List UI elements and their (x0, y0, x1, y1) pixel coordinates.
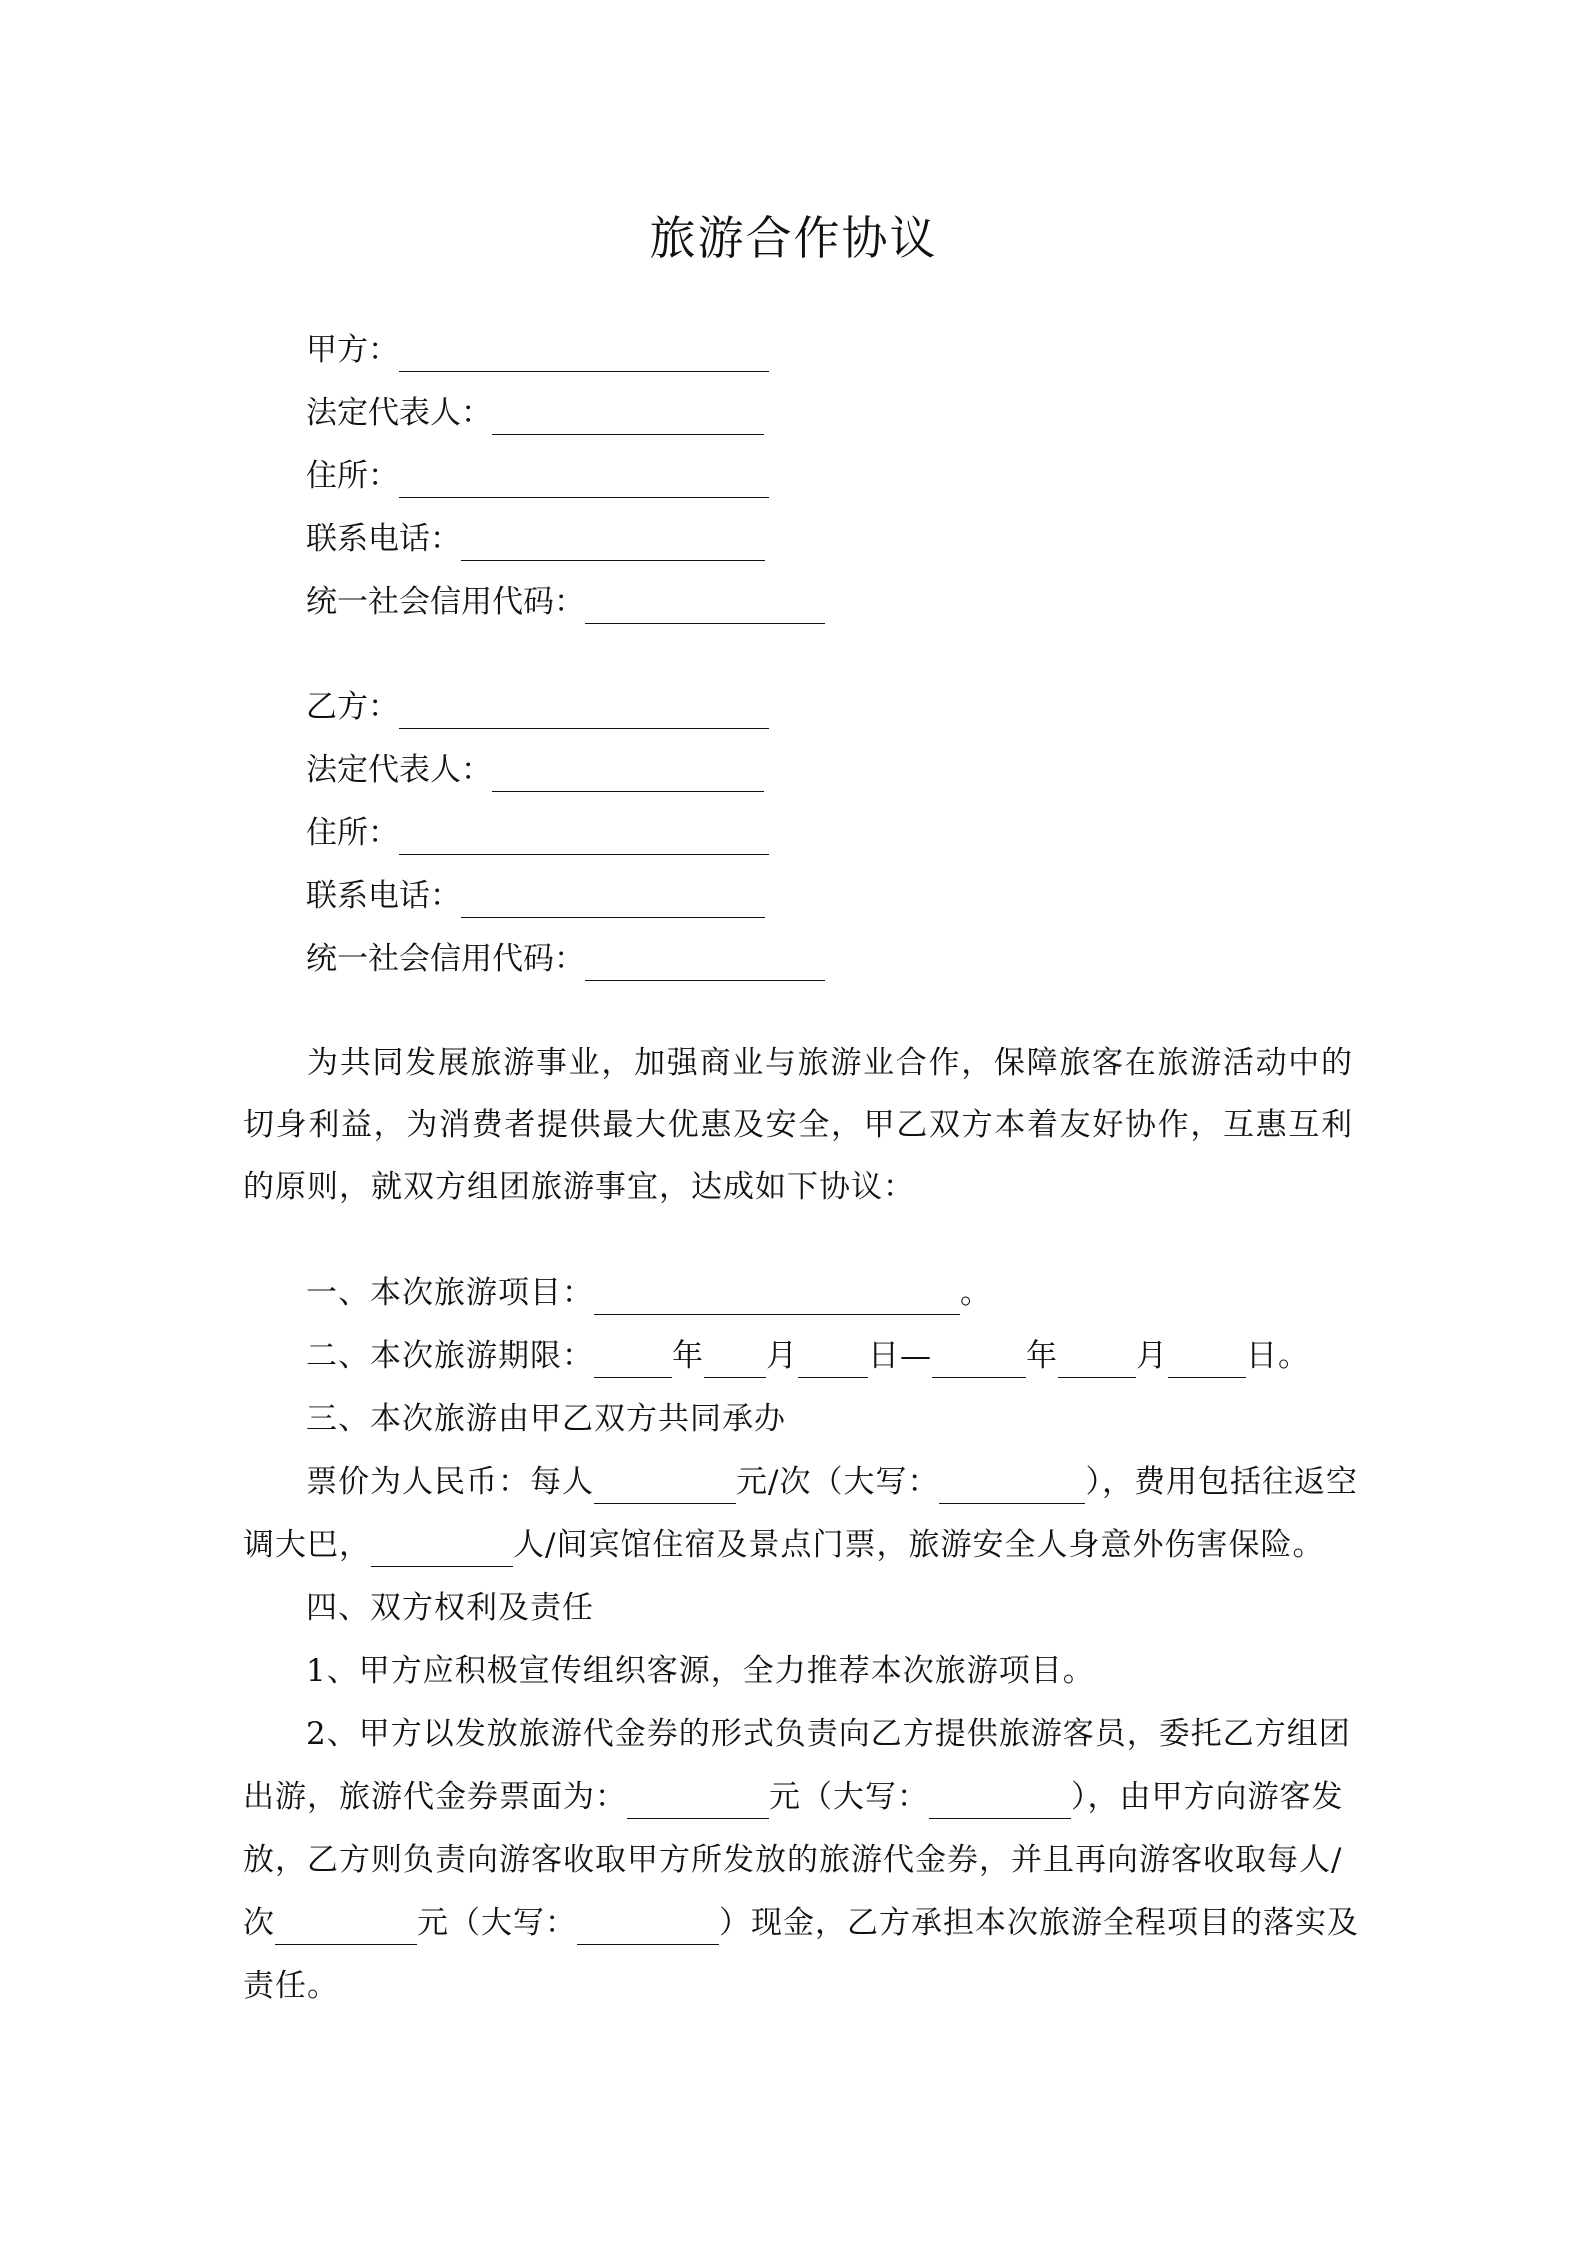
party-a-rep-row (306, 391, 764, 435)
price-text-c: ），费用包括往返空 (1085, 1464, 1358, 1500)
price-line-1 (306, 1460, 1358, 1504)
clause-2-line-2 (243, 1775, 1344, 1819)
price-text-a: 票价为人民币：每人 (306, 1464, 594, 1500)
item-1-label: 一、本次旅游项目： (306, 1275, 594, 1311)
clause-2-line-1: 2、甲方以发放旅游代金券的形式负责向乙方提供旅游客员，委托乙方组团 (306, 1716, 1351, 1752)
party-b-code-blank[interactable] (585, 946, 825, 981)
party-a-addr-label: 住所： (306, 458, 399, 494)
party-b-code-row (306, 937, 825, 981)
clause-2-text-a: 出游，旅游代金券票面为： (243, 1779, 627, 1815)
party-a-phone-blank[interactable] (461, 526, 765, 561)
document-title: 旅游合作协议 (649, 211, 938, 265)
cash-uppercase-blank[interactable] (577, 1910, 719, 1945)
party-a-name-label: 甲方： (306, 332, 399, 368)
party-a-code-row (306, 580, 825, 624)
item-1-end: 。 (960, 1275, 992, 1311)
clause-1: 1、甲方应积极宣传组织客源，全力推荐本次旅游项目。 (306, 1653, 1095, 1689)
room-count-blank[interactable] (371, 1532, 513, 1567)
party-b-phone-row (306, 874, 765, 918)
party-b-phone-blank[interactable] (461, 883, 765, 918)
party-b-name-label: 乙方： (306, 689, 399, 725)
intro-paragraph: 为共同发展旅游事业，加强商业与旅游业合作，保障旅客在旅游活动中的切身利益，为消费者提供最大优惠及安全，甲乙双方本着友好协作，互惠互利的原则，就双方组团旅游事宜，达成如下协议： (243, 1045, 1353, 1205)
party-b-rep-label: 法定代表人： (306, 752, 492, 788)
party-b-name-row (306, 685, 769, 729)
party-b-code-label: 统一社会信用代码： (306, 941, 585, 977)
clause-2-line-3: 放，乙方则负责向游客收取甲方所发放的旅游代金券，并且再向游客收取每人/ (243, 1842, 1343, 1878)
start-day-blank[interactable] (798, 1343, 868, 1378)
clause-2-line-5: 责任。 (243, 1968, 339, 2004)
month-label: 月 (766, 1338, 798, 1374)
party-b-rep-row (306, 748, 764, 792)
party-a-addr-row (306, 454, 769, 498)
day-label: 日 (868, 1338, 900, 1374)
end-month-blank[interactable] (1058, 1343, 1136, 1378)
project-blank[interactable] (594, 1280, 960, 1315)
party-a-phone-row (306, 517, 765, 561)
party-a-code-blank[interactable] (585, 589, 825, 624)
party-a-code-label: 统一社会信用代码： (306, 584, 585, 620)
party-a-addr-blank[interactable] (399, 463, 769, 498)
party-a-rep-label: 法定代表人： (306, 395, 492, 431)
item-3: 三、本次旅游由甲乙双方共同承办 (306, 1401, 786, 1437)
voucher-value-blank[interactable] (627, 1784, 769, 1819)
clause-2-line-4 (243, 1901, 1359, 1945)
cash-amount-blank[interactable] (275, 1910, 417, 1945)
month-label: 月 (1136, 1338, 1168, 1374)
end-day-blank[interactable] (1168, 1343, 1246, 1378)
clause-2-text-b: 元（大写： (769, 1779, 929, 1815)
year-label: 年 (672, 1338, 704, 1374)
start-year-blank[interactable] (594, 1343, 672, 1378)
voucher-uppercase-blank[interactable] (929, 1784, 1071, 1819)
item-2 (306, 1334, 1310, 1378)
start-month-blank[interactable] (704, 1343, 766, 1378)
party-b-phone-label: 联系电话： (306, 878, 461, 914)
party-b-rep-blank[interactable] (492, 757, 764, 792)
clause-2-text-c: ），由甲方向游客发 (1071, 1779, 1344, 1815)
dash: — (900, 1338, 932, 1374)
end-year-blank[interactable] (932, 1343, 1026, 1378)
price-uppercase-blank[interactable] (939, 1469, 1085, 1504)
price-text-b: 元/次（大写： (736, 1464, 940, 1500)
price-text-d: 调大巴， (243, 1527, 371, 1563)
party-b-name-blank[interactable] (399, 694, 769, 729)
item-2-label: 二、本次旅游期限： (306, 1338, 594, 1374)
clause-2-text-d: 次 (243, 1905, 275, 1941)
price-line-2 (243, 1523, 1324, 1567)
party-a-rep-blank[interactable] (492, 400, 764, 435)
party-a-phone-label: 联系电话： (306, 521, 461, 557)
item-4: 四、双方权利及责任 (306, 1590, 594, 1626)
item-2-end: 日。 (1246, 1338, 1310, 1374)
party-a-name-blank[interactable] (399, 337, 769, 372)
price-per-person-blank[interactable] (594, 1469, 736, 1504)
clause-2-text-e: 元（大写： (417, 1905, 577, 1941)
party-a-name-row (306, 328, 769, 372)
year-label: 年 (1026, 1338, 1058, 1374)
party-b-addr-blank[interactable] (399, 820, 769, 855)
item-1 (306, 1271, 992, 1315)
party-b-addr-label: 住所： (306, 815, 399, 851)
price-text-e: 人/间宾馆住宿及景点门票，旅游安全人身意外伤害保险。 (513, 1527, 1325, 1563)
party-b-addr-row (306, 811, 769, 855)
clause-2-text-f: ）现金，乙方承担本次旅游全程项目的落实及 (719, 1905, 1359, 1941)
